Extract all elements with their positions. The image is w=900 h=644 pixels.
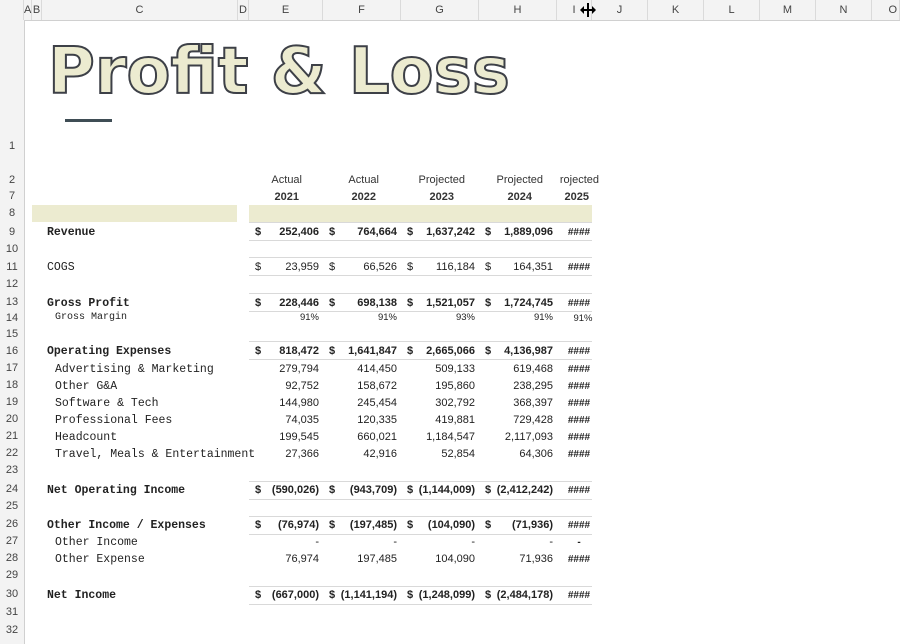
value-text: 660,021 [357,431,397,443]
dollar-sign: $ [407,226,414,238]
dollar-sign: $ [407,484,414,496]
value-text: 1,637,242 [426,226,475,238]
value-cell[interactable] [401,363,479,377]
value-text: 91% [533,312,553,323]
value-cell[interactable] [401,261,479,275]
value-text: 64,306 [519,448,553,460]
value-text: 238,295 [513,380,553,392]
value-cell[interactable] [401,553,479,567]
dollar-sign: $ [255,484,262,496]
value-cell[interactable] [249,519,323,533]
value-cell[interactable] [401,312,479,326]
dollar-sign: $ [329,345,336,357]
value-text: 818,472 [279,345,319,357]
row-label[interactable]: Revenue [47,226,96,239]
row-label[interactable]: Other Income [55,536,138,549]
value-text: 27,366 [285,448,319,460]
value-text: 764,664 [357,226,397,238]
row-border [249,359,592,360]
value-cell-2025[interactable]: #### [567,364,591,375]
header-year-2025: 2025 [564,191,589,203]
value-cell[interactable] [401,414,479,428]
title-underline [65,119,112,122]
row-header[interactable]: 32 [5,624,19,636]
row-border [249,481,592,482]
value-text: 93% [455,312,475,323]
row-header[interactable]: 31 [5,606,19,618]
value-text: 619,468 [513,363,553,375]
value-text: 279,794 [279,363,319,375]
dollar-sign: $ [255,589,262,601]
value-cell[interactable] [323,226,401,240]
dollar-sign: $ [407,345,414,357]
value-cell[interactable] [323,448,401,462]
value-text: 245,454 [357,397,397,409]
value-cell-2025[interactable]: #### [567,227,591,238]
value-cell-2025[interactable]: #### [567,554,591,565]
row-header[interactable]: 18 [5,379,19,391]
value-cell[interactable] [249,414,323,428]
header-year-2022: 2022 [351,191,376,203]
header-type-2023: Projected [418,174,465,186]
value-cell[interactable] [401,484,479,498]
row-label[interactable]: Net Operating Income [47,484,186,497]
column-header-l[interactable]: L [704,0,760,20]
value-text: 1,521,057 [426,297,475,309]
value-text: 91% [299,312,319,323]
value-cell[interactable] [249,553,323,567]
value-cell[interactable] [479,363,557,377]
value-text: 698,138 [357,297,397,309]
value-cell-2025[interactable]: #### [567,381,591,392]
dollar-sign: $ [485,261,492,273]
row-header[interactable]: 12 [5,278,19,290]
value-text: (104,090) [427,519,475,531]
value-text: 199,545 [279,431,319,443]
value-cell[interactable] [479,414,557,428]
value-cell[interactable] [401,397,479,411]
column-header-h[interactable]: H [479,0,557,20]
row-border [249,534,592,535]
value-text: 158,672 [357,380,397,392]
row-header[interactable]: 14 [5,312,19,324]
value-cell-2025[interactable]: #### [567,415,591,426]
dollar-sign: $ [255,345,262,357]
value-cell-2025[interactable]: #### [567,432,591,443]
value-text: 2,117,093 [504,431,553,443]
value-cell[interactable] [249,345,323,359]
value-text: 74,035 [285,414,319,426]
row-header[interactable]: 25 [5,500,19,512]
value-text: 509,133 [435,363,475,375]
row-header[interactable]: 19 [5,396,19,408]
header-band-label [32,205,237,222]
value-text: 1,184,547 [426,431,475,443]
value-cell[interactable] [479,297,557,311]
row-label[interactable]: Gross Profit [47,297,130,310]
row-border [249,222,592,223]
value-cell[interactable] [323,484,401,498]
row-label[interactable]: Other G&A [55,380,118,393]
column-header-j[interactable]: J [592,0,648,20]
value-cell[interactable] [479,261,557,275]
value-cell[interactable] [401,589,479,603]
value-cell-2025[interactable]: - [577,537,581,548]
value-text: 144,980 [279,397,319,409]
row-label[interactable]: Advertising & Marketing [55,363,214,376]
column-header-m[interactable]: M [760,0,816,20]
value-cell[interactable] [479,589,557,603]
header-type-2025: rojected [559,174,599,186]
value-text: 71,936 [519,553,553,565]
value-cell[interactable] [249,589,323,603]
header-type-2024: Projected [496,174,543,186]
column-header-bar [0,0,900,21]
value-text: 252,406 [279,226,319,238]
value-text: (1,248,099) [418,589,475,601]
value-text: 368,397 [513,397,553,409]
header-year-2024: 2024 [507,191,532,203]
row-label[interactable]: Net Income [47,589,117,602]
row-header[interactable]: 30 [5,588,19,600]
value-cell[interactable] [249,297,323,311]
row-header[interactable]: 7 [8,190,16,202]
row-label[interactable]: Software & Tech [55,397,159,410]
column-header-k[interactable]: K [648,0,704,20]
column-header-b[interactable]: B [32,0,42,20]
value-text: 4,136,987 [504,345,553,357]
value-cell-2025[interactable]: #### [567,262,591,273]
value-text: 91% [377,312,397,323]
dollar-sign: $ [407,261,414,273]
row-label[interactable]: Operating Expenses [47,345,172,358]
value-cell[interactable] [479,519,557,533]
row-header[interactable]: 10 [5,243,19,255]
value-cell[interactable] [401,297,479,311]
dollar-sign: $ [255,261,262,273]
value-text: - [315,536,319,548]
header-year-2023: 2023 [429,191,454,203]
row-header[interactable]: 15 [5,328,19,340]
value-cell-2025[interactable]: #### [567,590,591,601]
value-cell[interactable] [479,226,557,240]
value-text: 76,974 [285,553,319,565]
row-header[interactable]: 11 [6,261,18,273]
value-text: 120,335 [357,414,397,426]
row-border [249,341,592,342]
value-cell[interactable] [249,484,323,498]
value-cell[interactable] [249,261,323,275]
dollar-sign: $ [329,589,336,601]
header-type-2021: Actual [271,174,302,186]
value-cell[interactable] [249,380,323,394]
value-text: (2,484,178) [496,589,553,601]
dollar-sign: $ [255,297,262,309]
value-cell[interactable] [401,380,479,394]
row-header[interactable]: 21 [5,430,19,442]
value-text: 1,889,096 [504,226,553,238]
value-cell-2025[interactable]: #### [567,520,591,531]
value-cell[interactable] [323,397,401,411]
column-header-e[interactable]: E [249,0,323,20]
row-header[interactable]: 23 [5,464,19,476]
row-header[interactable]: 20 [5,413,19,425]
value-cell[interactable] [401,431,479,445]
value-cell[interactable] [323,553,401,567]
dollar-sign: $ [485,519,492,531]
value-cell[interactable] [323,345,401,359]
header-type-2022: Actual [348,174,379,186]
value-text: (71,936) [512,519,553,531]
row-label[interactable]: Other Expense [55,553,145,566]
column-header-n[interactable]: N [816,0,872,20]
value-text: 92,752 [285,380,319,392]
column-resize-cursor-icon [580,3,596,17]
value-cell[interactable] [479,431,557,445]
value-cell[interactable] [323,363,401,377]
value-text: 228,446 [279,297,319,309]
dollar-sign: $ [485,226,492,238]
value-cell[interactable] [323,589,401,603]
value-text: 42,916 [363,448,397,460]
value-cell[interactable] [323,536,401,550]
dollar-sign: $ [407,589,414,601]
value-cell[interactable] [323,414,401,428]
value-text: 104,090 [435,553,475,565]
dollar-sign: $ [485,297,492,309]
row-header[interactable]: 24 [5,483,19,495]
value-cell[interactable] [401,448,479,462]
value-cell[interactable] [479,380,557,394]
value-cell[interactable] [479,397,557,411]
value-text: (1,141,194) [340,589,397,601]
value-cell[interactable] [479,345,557,359]
value-cell[interactable] [249,226,323,240]
row-header[interactable]: 16 [5,345,19,357]
value-text: (590,026) [271,484,319,496]
dollar-sign: $ [485,589,492,601]
header-year-2021: 2021 [274,191,299,203]
value-text: (667,000) [271,589,319,601]
dollar-sign: $ [329,261,336,273]
row-header-bar [0,20,25,644]
row-header[interactable]: 29 [5,569,19,581]
value-cell-2025[interactable]: #### [567,449,591,460]
row-header[interactable]: 27 [5,535,19,547]
row-header[interactable]: 26 [5,518,19,530]
page-title: Profit & Loss [48,35,510,109]
value-cell[interactable] [323,431,401,445]
dollar-sign: $ [329,226,336,238]
value-text: 116,184 [436,261,475,273]
value-text: (1,144,009) [418,484,475,496]
value-text: 729,428 [513,414,553,426]
header-band-values [249,205,592,222]
value-cell[interactable] [401,519,479,533]
value-text: (76,974) [278,519,319,531]
value-cell-2025[interactable]: 91% [573,313,593,324]
value-cell[interactable] [479,448,557,462]
row-border [249,293,592,294]
value-text: 419,881 [435,414,475,426]
value-cell-2025[interactable]: #### [567,398,591,409]
value-cell[interactable] [323,261,401,275]
value-cell-2025[interactable]: #### [567,485,591,496]
column-header-d[interactable]: D [238,0,249,20]
row-label[interactable]: Gross Margin [55,312,128,323]
value-cell[interactable] [323,519,401,533]
value-text: 66,526 [363,261,397,273]
value-cell[interactable] [479,536,557,550]
dollar-sign: $ [485,484,492,496]
value-text: 1,724,745 [504,297,553,309]
column-header-o[interactable]: O [872,0,900,20]
value-text: 195,860 [435,380,475,392]
value-text: - [471,536,475,548]
value-cell[interactable] [479,312,557,326]
dollar-sign: $ [329,519,336,531]
value-cell[interactable] [323,297,401,311]
select-all-corner[interactable] [0,0,24,20]
dollar-sign: $ [329,484,336,496]
value-text: 52,854 [441,448,475,460]
value-text: 23,959 [285,261,319,273]
value-cell[interactable] [401,226,479,240]
row-header[interactable]: 1 [8,140,16,152]
row-header[interactable]: 2 [8,174,16,186]
value-cell-2025[interactable]: #### [567,346,591,357]
row-border [249,240,592,241]
value-cell[interactable] [479,484,557,498]
dollar-sign: $ [485,345,492,357]
value-cell[interactable] [323,380,401,394]
column-header-f[interactable]: F [323,0,401,20]
value-text: 414,450 [357,363,397,375]
value-cell[interactable] [401,345,479,359]
column-header-g[interactable]: G [401,0,479,20]
value-cell[interactable] [249,431,323,445]
dollar-sign: $ [407,519,414,531]
row-border [249,604,592,605]
row-header[interactable]: 8 [8,207,16,219]
dollar-sign: $ [255,226,262,238]
row-header[interactable]: 28 [5,552,19,564]
value-cell[interactable] [249,397,323,411]
dollar-sign: $ [329,297,336,309]
row-label[interactable]: Professional Fees [55,414,173,427]
value-cell[interactable] [249,448,323,462]
column-header-i[interactable]: I [557,0,592,20]
value-text: (197,485) [349,519,397,531]
row-border [249,257,592,258]
value-cell[interactable] [249,312,323,326]
value-cell[interactable] [401,536,479,550]
value-cell[interactable] [323,312,401,326]
row-label[interactable]: Other Income / Expenses [47,519,206,532]
dollar-sign: $ [407,297,414,309]
value-cell[interactable] [249,363,323,377]
row-label[interactable]: Headcount [55,431,118,444]
row-label[interactable]: COGS [47,261,75,274]
row-header[interactable]: 13 [5,296,19,308]
column-header-a[interactable]: A [24,0,32,20]
row-border [249,499,592,500]
value-text: (2,412,242) [496,484,553,496]
value-text: 302,792 [435,397,475,409]
row-border [249,516,592,517]
value-text: 2,665,066 [426,345,475,357]
value-text: - [393,536,397,548]
row-border [249,275,592,276]
row-border [249,586,592,587]
column-header-c[interactable]: C [42,0,238,20]
value-cell[interactable] [249,536,323,550]
value-cell-2025[interactable]: #### [567,298,591,309]
value-text: 197,485 [357,553,397,565]
value-cell[interactable] [479,553,557,567]
row-label[interactable]: Travel, Meals & Entertainment [55,448,256,461]
dollar-sign: $ [255,519,262,531]
value-text: (943,709) [349,484,397,496]
value-text: 164,351 [513,261,553,273]
value-text: - [549,536,553,548]
value-text: 1,641,847 [348,345,397,357]
row-header[interactable]: 9 [8,226,16,238]
row-header[interactable]: 22 [5,447,19,459]
row-header[interactable]: 17 [5,362,19,374]
